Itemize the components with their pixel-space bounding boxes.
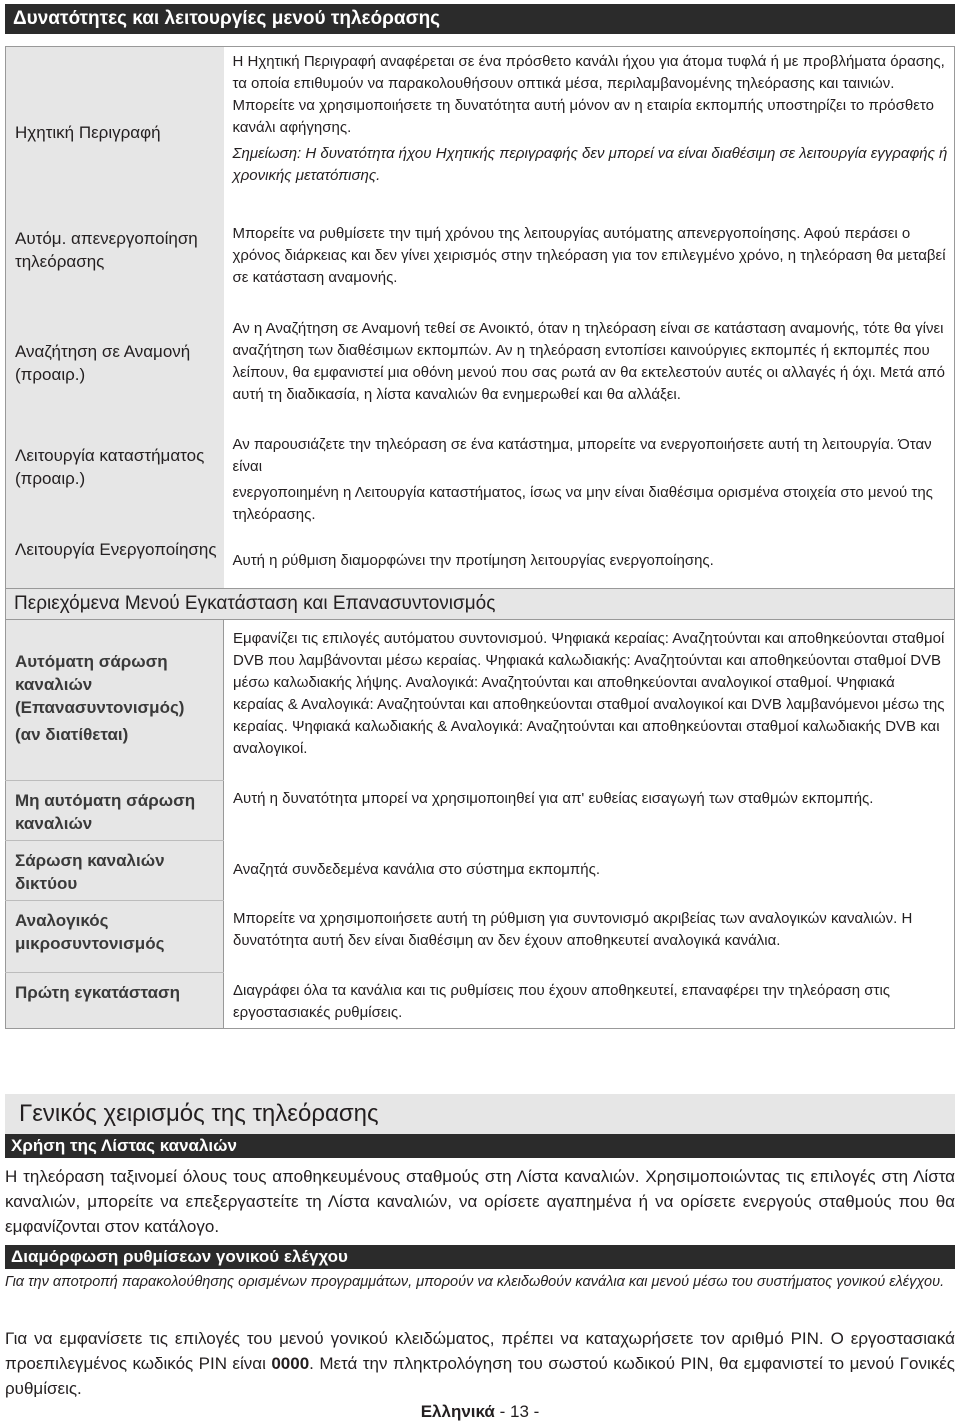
row-label (6, 840, 224, 900)
installation-table (5, 620, 955, 1029)
default-pin: 0000 (271, 1354, 310, 1373)
table-row (6, 314, 955, 430)
row-description (224, 314, 955, 430)
row-description (224, 972, 955, 1029)
description-text: Αν η Αναζήτηση σε Αναμονή τεθεί σε Ανοικτό, όταν η τηλεόραση είναι σε κατάσταση αναμονής, τότε θα γίνει αναζήτηση των διαθέσιμων εκπομπών. Αν η τηλεόραση εντοπίσει καινούργιες εκπομπές ή εκπομπές που λείπουν, θα εμφανιστεί μια οθόνη μενού που σας ρωτά αν θα εκτελεστούν αυτές οι αλλαγές ή όχι. Μετά από αυτή τη διαδικασία, η λίστα καναλιών θα ενημερωθεί και θα αλλάξει. (232, 319, 946, 403)
row-label (6, 972, 224, 1029)
description-text: Αυτή η ρύθμιση διαμορφώνει την προτίμηση λειτουργίας ενεργοποίησης. (232, 551, 714, 569)
table-row (6, 47, 955, 219)
row-label (6, 219, 224, 314)
pin-text-after: . Μετά την πληκτρολόγηση του σωστού κωδικού PIN, θα εμφανιστεί το μενού Γονικές ρυθμίσεις. (5, 1354, 955, 1398)
description-text: Εμφανίζει τις επιλογές αυτόματου συντονισμού. Ψηφιακά κεραίας: Αναζητούνται και αποθηκεύονται σταθμοί DVB που λαμβάνονται μέσω κεραίας. Ψηφιακά καλωδιακής: Αναζητούνται και αποθηκεύονται σταθμοί DVB μέσω καλωδιακής λήψης. Αναλογικά: Αναζητούνται και αποθηκεύονται αναλογικοί σταθμοί. Ψηφιακά κεραίας & Αναλογικά: Αναζητούνται και αποθηκεύονται σταθμοί αναλογικοί και DVB λαμβανόμενοι μέσω της κεραίας. Ψηφιακά καλωδιακής & Αναλογικά: Αναζητούνται και αποθηκεύονται σταθμοί καλωδιακής DVB και αναλογικοί. (233, 630, 945, 757)
page-footer (0, 1402, 960, 1422)
label-text: (αν διατίθεται) (15, 725, 129, 744)
description-text: Αναζητά συνδεδεμένα κανάλια στο σύστημα εκπομπής. (233, 861, 601, 878)
page-number: - 13 - (494, 1402, 540, 1421)
row-label (6, 314, 224, 430)
table-row (6, 620, 955, 780)
label-text: Λειτουργία Ενεργοποίησης (15, 539, 217, 559)
section-title-installation: Περιεχόμενα Μενού Εγκατάσταση και Επανασυντονισμός (5, 588, 955, 620)
description-text: Μπορείτε να ρυθμίσετε την τιμή χρόνου της λειτουργίας αυτόματης απενεργοποίησης. Αφού περάσει ο χρόνος διάρκειας και δεν γίνει χειρισμός στην τηλεόραση για τον επιλεγμένο χρόνο, η τηλεόραση θα μεταβεί σε κατάσταση αναμονής. (232, 224, 946, 286)
label-text: Πρώτη εγκατάσταση (15, 982, 181, 1002)
row-description (224, 620, 955, 780)
table-row (6, 219, 955, 314)
table-row (6, 972, 955, 1029)
label-text: Σάρωση καναλιών δικτύου (15, 850, 165, 893)
description-text: Διαγράφει όλα τα κανάλια και τις ρυθμίσεις που έχουν αποθηκευτεί, επαναφέρει την τηλεόραση στις εργοστασιακές ρυθμίσεις. (233, 982, 891, 1021)
table-row (6, 900, 955, 972)
label-text: Αναζήτηση σε Αναμονή (προαιρ.) (15, 341, 191, 384)
section-title-menu-features: Δυνατότητες και λειτουργίες μενού τηλεόρασης (5, 4, 955, 34)
label-text: Αυτόματη σάρωση καναλιών (Επανασυντονισμός) (15, 652, 185, 717)
features-table (5, 46, 955, 590)
row-description (224, 219, 955, 314)
channel-list-paragraph: Η τηλεόραση ταξινομεί όλους τους αποθηκευμένους σταθμούς στη Λίστα καναλιών. Χρησιμοποιώντας τις επιλογές στη Λίστα καναλιών, μπορείτε να επεξεργαστείτε τη Λίστα καναλιών, να ορίσετε αγαπημένα ή να ορίσετε ενεργούς σταθμούς που θα εμφανίζονται στον κατάλογο. (5, 1167, 955, 1236)
note-text: Σημείωση: Η δυνατότητα ήχου Ηχητικής περιγραφής δεν μπορεί να είναι διαθέσιμη σε λειτουργία εγγραφής ή χρονικής μετατόπισης. (232, 145, 948, 184)
row-label (6, 430, 224, 534)
parental-pin-paragraph (5, 1326, 955, 1401)
row-description (224, 840, 955, 900)
row-description (224, 534, 955, 590)
footer-language: Ελληνικά (420, 1402, 495, 1421)
description-text: Η Ηχητική Περιγραφή αναφέρεται σε ένα πρόσθετο κανάλι ήχου για άτομα τυφλά ή με προβλήματα όρασης, τα οποία επιθυμούν να παρακολουθήσουν οπτικά μέσα, περιλαμβανομένης τηλεόρασης και ταινιών. Μπορείτε να χρησιμοποιήσετε τη δυνατότητα αυτή μόνον αν η εταιρία εκπομπής υποστηρίζει το πρόσθετο κανάλι αφήγησης. (232, 53, 945, 136)
pin-text-before: Για να εμφανίσετε τις επιλογές του μενού γονικού κλειδώματος, πρέπει να καταχωρήσετε τον αριθμό PIN. Ο εργοστασιακά προεπιλεγμένος κωδικός PIN είναι (5, 1329, 955, 1373)
row-label (6, 780, 224, 840)
section-title-general-operation: Γενικός χειρισμός της τηλεόρασης (5, 1094, 955, 1134)
heading-parental-control: Διαμόρφωση ρυθμίσεων γονικού ελέγχου (5, 1245, 955, 1269)
row-label (6, 534, 224, 590)
description-text: Αν παρουσιάζετε την τηλεόραση σε ένα κατάστημα, μπορείτε να ενεργοποιήσετε αυτή τη λειτουργία. Όταν είναι (232, 435, 932, 475)
table-row (6, 430, 955, 534)
label-text: Αναλογικός μικροσυντονισμός (15, 910, 165, 953)
row-description (224, 430, 955, 534)
row-description (224, 900, 955, 972)
heading-channel-list: Χρήση της Λίστας καναλιών (5, 1134, 955, 1158)
description-text: ενεργοποιημένη η Λειτουργία καταστήματος, ίσως να μην είναι διαθέσιμα ορισμένα στοιχεία στο μενού της τηλεόρασης. (232, 483, 933, 523)
table-row (6, 840, 955, 900)
description-text: Μπορείτε να χρησιμοποιήσετε αυτή τη ρύθμιση για συντονισμό ακριβείας των αναλογικών καναλιών. Η δυνατότητα αυτή δεν είναι διαθέσιμη αν δεν έχουν αποθηκευτεί αναλογικά κανάλια. (233, 910, 913, 949)
row-description (224, 780, 955, 840)
description-text: Αυτή η δυνατότητα μπορεί να χρησιμοποιηθεί για απ' ευθείας εισαγωγή των σταθμών εκπομπής. (233, 790, 874, 807)
row-label (6, 620, 224, 780)
label-text: Μη αυτόματη σάρωση καναλιών (15, 790, 196, 833)
parental-intro-paragraph: Για την αποτροπή παρακολούθησης ορισμένων προγραμμάτων, μπορούν να κλειδωθούν κανάλια και μενού μέσω του συστήματος γονικού ελέγχου. (5, 1274, 945, 1290)
row-label (6, 900, 224, 972)
label-text: Αυτόμ. απενεργοποίηση τηλεόρασης (15, 228, 198, 271)
row-label (6, 47, 224, 219)
table-row (6, 534, 955, 590)
row-description (224, 47, 955, 219)
label-text: Λειτουργία καταστήματος (προαιρ.) (15, 445, 205, 488)
label-text: Ηχητική Περιγραφή (15, 123, 161, 142)
table-row (6, 780, 955, 840)
